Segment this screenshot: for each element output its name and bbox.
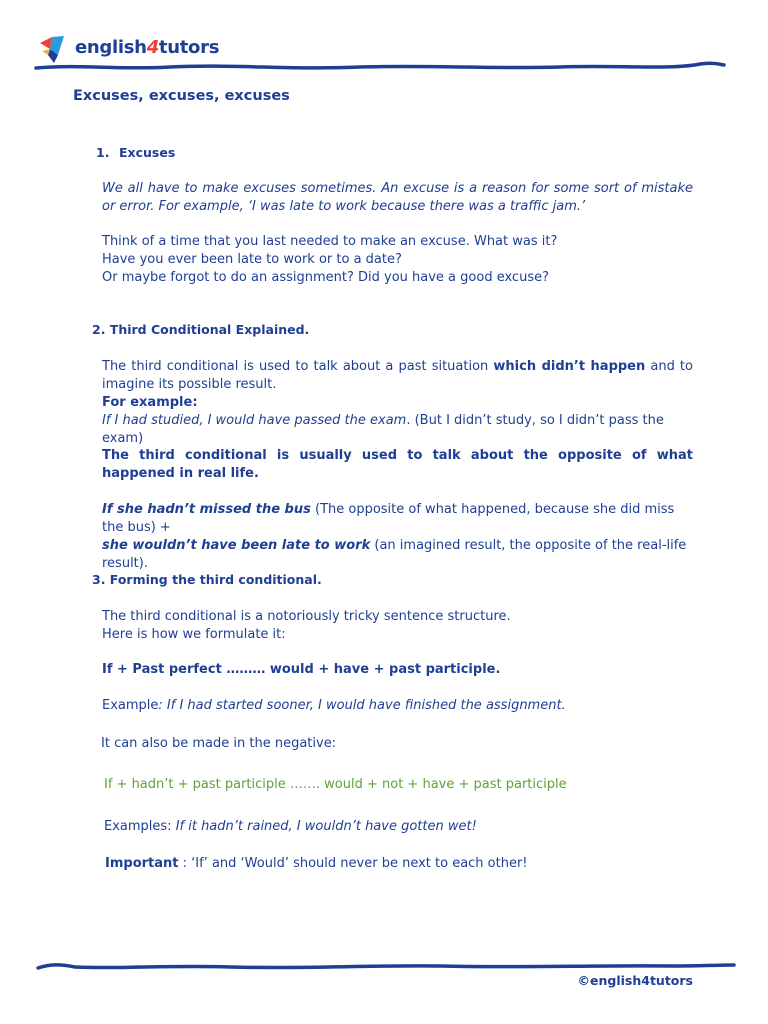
- section-2-heading: 2. Third Conditional Explained.: [92, 322, 310, 337]
- header-wave-divider: [0, 58, 768, 74]
- question-3: Or maybe forgot to do an assignment? Did you have a good excuse?: [102, 270, 549, 285]
- section-2-paragraph-3: If she hadn’t missed the bus (The opposite of what happened, because she did miss the bus) + she wouldn’t have been late to work (an imagined result, the opposite of the real-life result).: [102, 502, 687, 571]
- section-3-intro: The third conditional is a notoriously tricky sentence structure. Here is how we formulate it:: [102, 609, 511, 642]
- for-example-label: For example:: [102, 395, 198, 410]
- section-1-heading: 1. Excuses: [96, 145, 176, 160]
- section-3-heading: 3. Forming the third conditional.: [92, 572, 322, 587]
- formula: If + Past perfect ……… would + have + past participle.: [102, 662, 501, 677]
- negative-formula: If + hadn’t + past participle ……. would + not + have + past participle: [104, 777, 567, 792]
- question-2: Have you ever been late to work or to a date?: [102, 252, 402, 267]
- section-2-paragraph-1: The third conditional is used to talk about a past situation which didn’t happen and to imagine its possible result.: [102, 359, 693, 392]
- question-1: Think of a time that you last needed to make an excuse. What was it?: [102, 234, 558, 249]
- formula-example: Example: If I had started sooner, I would have finished the assignment.: [102, 698, 566, 713]
- negative-example: Examples: If it hadn’t rained, I wouldn’t have gotten wet!: [104, 819, 477, 834]
- footer-wave-divider: [0, 958, 768, 974]
- section-1-questions: [102, 233, 693, 287]
- negative-intro: It can also be made in the negative:: [101, 736, 337, 751]
- important-note: Important : ‘If’ and ‘Would’ should never be next to each other!: [105, 856, 528, 871]
- section-1-intro: We all have to make excuses sometimes. An excuse is a reason for some sort of mistake or error. For example, ‘I was late to work because there was a traffic jam.’: [102, 181, 693, 214]
- footer-copyright: ©english4tutors: [577, 973, 693, 988]
- brand-name: english4tutors: [75, 37, 220, 58]
- section-2-paragraph-2: The third conditional is usually used to talk about the opposite of what happened in real life.: [102, 448, 693, 481]
- section-2-example: For example: If I had studied, I would have passed the exam. (But I didn’t study, so I didn’t pass the exam): [102, 395, 664, 446]
- page-title: Excuses, excuses, excuses: [73, 88, 290, 104]
